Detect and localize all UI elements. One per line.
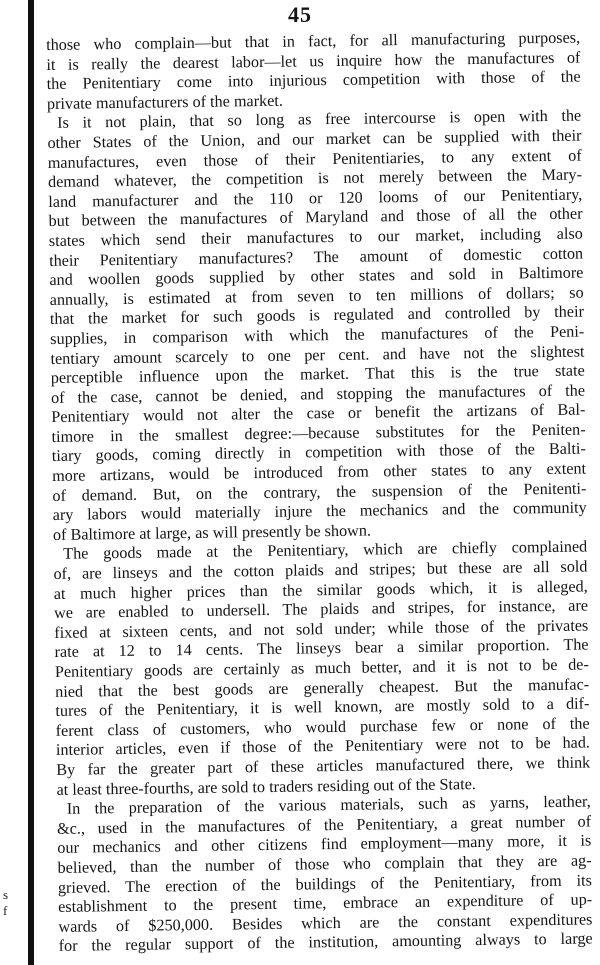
text-line: the Penitentiary come into injurious competition with those of the [46, 67, 581, 94]
text-line: perceptible influence upon the market. That this is the true state [50, 361, 585, 388]
text-line: more artizans, would be introduced from other states to any extent [52, 459, 587, 486]
text-line: wards of $250,000. Besides which are the constant expenditures [58, 910, 593, 936]
text-line: &c., used in the manufactures of the Penitentiary, a great number of [56, 812, 592, 838]
text-line: manufactures, even those of their Penitentiaries, to any extent of [47, 146, 582, 172]
text-line: ferent class of customers, who would purchase few or none of the [55, 714, 590, 740]
paragraph [46, 29, 581, 115]
text-line: those who complain—but that in fact, for all manufacturing purposes, [46, 28, 581, 54]
text-line: rate at 12 to 14 cents. The linseys bear a similar proportion. The [54, 635, 589, 662]
margin-mark: s [3, 887, 9, 902]
text-line: our mechanics and other citizens find employment—many more, it is [57, 831, 592, 858]
text-line: Penitentiary goods are certainly as much better, and it is not to be de- [54, 655, 589, 681]
text-line: establishment to the present time, embrace an expenditure of up- [58, 890, 593, 917]
text-line: Is it not plain, that so long as free intercourse is open with the [57, 106, 582, 133]
text-line: of demand. But, on the contrary, the suspension of the Penitenti- [52, 479, 587, 505]
text-line: In the preparation of the various materials, such as yarns, leather, [66, 792, 591, 818]
text-line: Penitentiary would not alter the case or benefit the artizans of Bal- [51, 400, 586, 427]
text-line: fixed at sixteen cents, and not sold under; while those of the privates [54, 616, 589, 642]
text-line: but between the manufactures of Maryland and those of all the other [48, 204, 583, 231]
text-line: their Penitentiary manufactures? The amount of domestic cotton [49, 244, 584, 270]
text-line: of, are linseys and the cotton plaids and stripes; but these are all sold [53, 557, 588, 583]
text-line: By far the greater part of these articles manufactured there, we think [56, 753, 591, 779]
text-line: at least three-fourths, are sold to traders residing out of the State. [56, 774, 477, 799]
text-line: states which send their manufactures to our market, including also [48, 224, 583, 250]
text-line: of the case, cannot be denied, and stopping the manufactures of the [50, 381, 586, 407]
text-line: at much higher prices than the similar goods which, it is alleged, [53, 577, 588, 603]
text-line: annually, is estimated at from seven to ten millions of dollars; so [49, 283, 584, 309]
text-line: tiary goods, coming directly in competition with those of the Balti- [51, 439, 586, 466]
text-line: land manufacturer and the 110 or 120 looms of our Penitentiary, [48, 185, 583, 211]
text-line: it is really the dearest labor—let us inquire how the manufactures of [46, 48, 581, 74]
text-line: believed, than the number of those who complain that they are ag- [57, 851, 592, 877]
text-line: of Baltimore at large, as will presently be shown. [52, 521, 372, 544]
body-text [46, 29, 593, 957]
text-line: The goods made at the Penitentiary, which are chiefly complained [63, 537, 588, 564]
text-line: grieved. The erection of the buildings of the Penitentiary, from its [57, 870, 592, 897]
paragraph [57, 793, 593, 957]
text-line: private manufacturers of the market. [46, 91, 284, 113]
paragraph [53, 538, 591, 800]
text-line: nied that the best goods are generally cheapest. But the manufac- [55, 675, 590, 701]
text-line: for the regular support of the institution, amounting always to large [58, 929, 593, 956]
text-line: tures of the Penitentiary, it is well known, are mostly sold to a dif- [55, 694, 590, 721]
text-line: and woollen goods supplied by other states and sold in Baltimore [49, 263, 584, 290]
binding-edge [28, 0, 34, 965]
text-line: that the market for such goods is regulated and controlled by their [49, 302, 585, 329]
text-line: ary labors would materially injure the mechanics and the community [52, 498, 587, 525]
text-line: interior articles, even if those of the Penitentiary were not to be had. [55, 733, 591, 760]
text-line: we are enabled to undersell. The plaids and stripes, for instance, are [53, 596, 589, 623]
margin-mark: f [3, 903, 8, 918]
paragraph [47, 107, 587, 545]
text-line: demand whatever, the competition is not merely between the Mary- [47, 165, 583, 192]
text-line: other States of the Union, and our market can be supplied with their [47, 126, 582, 152]
page-number: 45 [288, 2, 312, 27]
text-line: timore in the smallest degree:—because substitutes for the Peniten- [51, 420, 586, 446]
text-line: supplies, in comparison with which the manufactures of the Peni- [50, 322, 585, 348]
text-line: tentiary amount scarcely to one per cent. and have not the slightest [50, 342, 585, 368]
